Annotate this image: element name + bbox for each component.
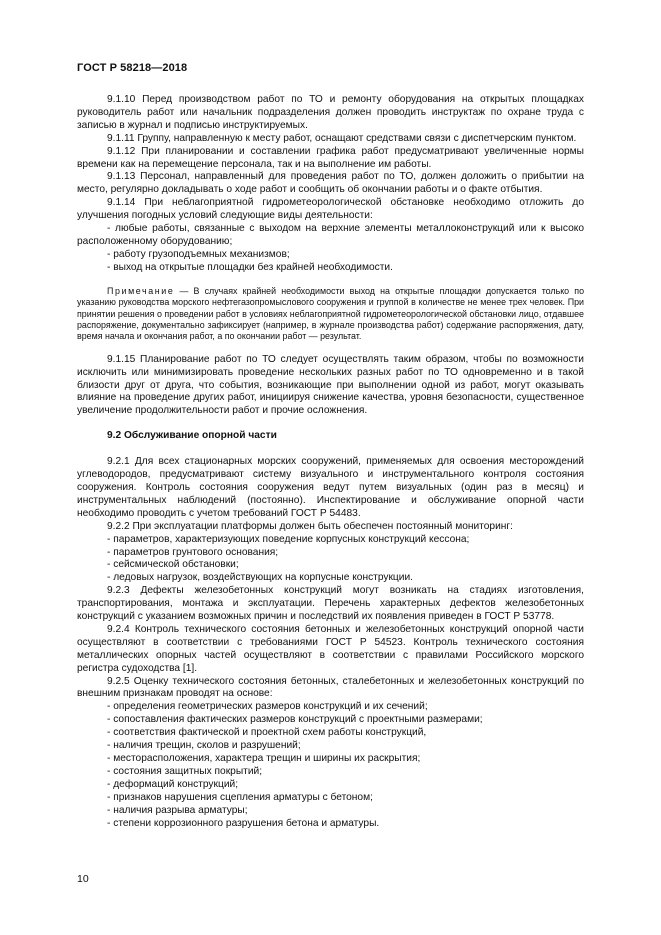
list-item: - любые работы, связанные с выходом на верхние элементы металлоконструкций или к высоко расположенному оборудованию; xyxy=(77,223,584,247)
list-item: - соответствия фактической и проектной схем работы конструкций, xyxy=(107,727,427,739)
list-item: - сейсмической обстановки; xyxy=(107,559,239,571)
paragraph-9-2-4: 9.2.4 Контроль технического состояния бетонных и железобетонных конструкций опорной части осуществляют в соответствии с требованиями ГОСТ Р 54523. Контроль технического состояния металлических опорных частей осуществляют в соответствии с правилами Российского морского регистра судоходства [1]. xyxy=(77,623,584,674)
list-item: - состояния защитных покрытий; xyxy=(107,765,263,777)
paragraph-9-1-15: 9.1.15 Планирование работ по ТО следует осуществлять таким образом, чтобы по возможности исключить или минимизировать проведение нескольких разных работ по ТО одновременно и в такой близости друг от друга, что события, возникающие при выполнении одной из работ, могут оказывать влияние на проведение других работ, инициируя снижение качества, уровня безопасности, существенное увеличение продолжительности работ и прочие осложнения. xyxy=(77,353,584,417)
paragraph-9-1-10: 9.1.10 Перед производством работ по ТО и ремонту оборудования на открытых площадках руководитель работ или начальник подразделения должен проводить инструктаж по охране труда с записью в журнал и подписью инструктируемых. xyxy=(77,94,584,131)
paragraph-9-2-2: 9.2.2 При эксплуатации платформы должен быть обеспечен постоянный мониторинг: xyxy=(107,520,513,532)
list-item: - степени коррозионного разрушения бетона и арматуры. xyxy=(107,817,380,829)
list-item: - сопоставления фактических размеров конструкций с проектными размерами; xyxy=(107,714,483,726)
section-heading-9-2: 9.2 Обслуживание опорной части xyxy=(107,430,277,442)
paragraph-9-1-14: 9.1.14 При неблагоприятной гидрометеорологической обстановке необходимо отложить до улучшения погодных условий следующие виды деятельности: xyxy=(77,197,584,222)
list-item: - деформаций конструкций; xyxy=(107,778,239,790)
list-item: - параметров, характеризующих поведение корпусных конструкций кессона; xyxy=(107,533,470,545)
list-item: - параметров грунтового основания; xyxy=(107,546,279,558)
note-block xyxy=(77,286,584,343)
list-item: - ледовых нагрузок, воздействующих на корпусные конструкции. xyxy=(107,572,413,584)
list-item: - определения геометрических размеров конструкций и их сечений; xyxy=(107,701,428,713)
paragraph-9-2-1: 9.2.1 Для всех стационарных морских сооружений, применяемых для освоения месторождений углеводородов, предусматривают систему визуального и инструментального контроля состояния сооружения. Контроль состояния сооружения ведут путем визуальных (один раз в месяц) и инструментальных наблюдений (постоянно). Инспектирование и обслуживание опорной части необходимо проводить с учетом требований ГОСТ Р 54483. xyxy=(77,456,584,519)
list-item: - наличия трещин, сколов и разрушений; xyxy=(107,740,301,752)
paragraph-9-2-3: 9.2.3 Дефекты железобетонных конструкций могут возникать на стадиях изготовления, транспортирования, монтажа и эксплуатации. Перечень характерных дефектов железобетонных конструкций с указанием возможных причин и последствий их появления приведен в ГОСТ Р 53778. xyxy=(77,585,584,623)
note-text: — В случаях крайней необходимости выход на открытые площадки допускается только по указанию руководства морского нефтегазопромыслового сооружения и группой в количестве не менее трех человек. При принятии решения о проведении работ в условиях неблагоприятной гидрометеорологической обстановки лицо, отдавшее распоряжение, документально зафиксирует (например, в журнале производства работ) содержание распоряжения, дату, время начала и окончания работ, а по окончании работ — результат. xyxy=(77,285,584,342)
list-item: - работу грузоподъемных механизмов; xyxy=(107,248,290,260)
paragraph-9-2-5: 9.2.5 Оценку технического состояния бетонных, сталебетонных и железобетонных конструкций по внешним признакам проводят на основе: xyxy=(77,675,584,700)
note-label: Примечание xyxy=(107,285,175,296)
document-header: ГОСТ Р 58218—2018 xyxy=(77,62,188,74)
paragraph-9-1-12: 9.1.12 При планировании и составлении графика работ предусматривают увеличенные нормы времени как на перемещение персонала, так и на выполнение им работы. xyxy=(77,145,584,170)
document-body xyxy=(77,94,584,830)
page-number: 10 xyxy=(77,873,89,885)
list-item: - наличия разрыва арматуры; xyxy=(107,804,248,816)
list-item: - признаков нарушения сцепления арматуры с бетоном; xyxy=(107,791,373,803)
paragraph-9-1-13: 9.1.13 Персонал, направленный для проведения работ по ТО, должен доложить о прибытии на место, регулярно докладывать о ходе работ и сообщить об окончании работы и о факте отбытия. xyxy=(77,171,584,196)
paragraph-9-1-11: 9.1.11 Группу, направленную к месту работ, оснащают средствами связи с диспетчерским пунктом. xyxy=(107,132,577,144)
list-item: - выход на открытые площадки без крайней необходимости. xyxy=(107,261,393,273)
list-item: - месторасположения, характера трещин и ширины их раскрытия; xyxy=(107,753,421,764)
